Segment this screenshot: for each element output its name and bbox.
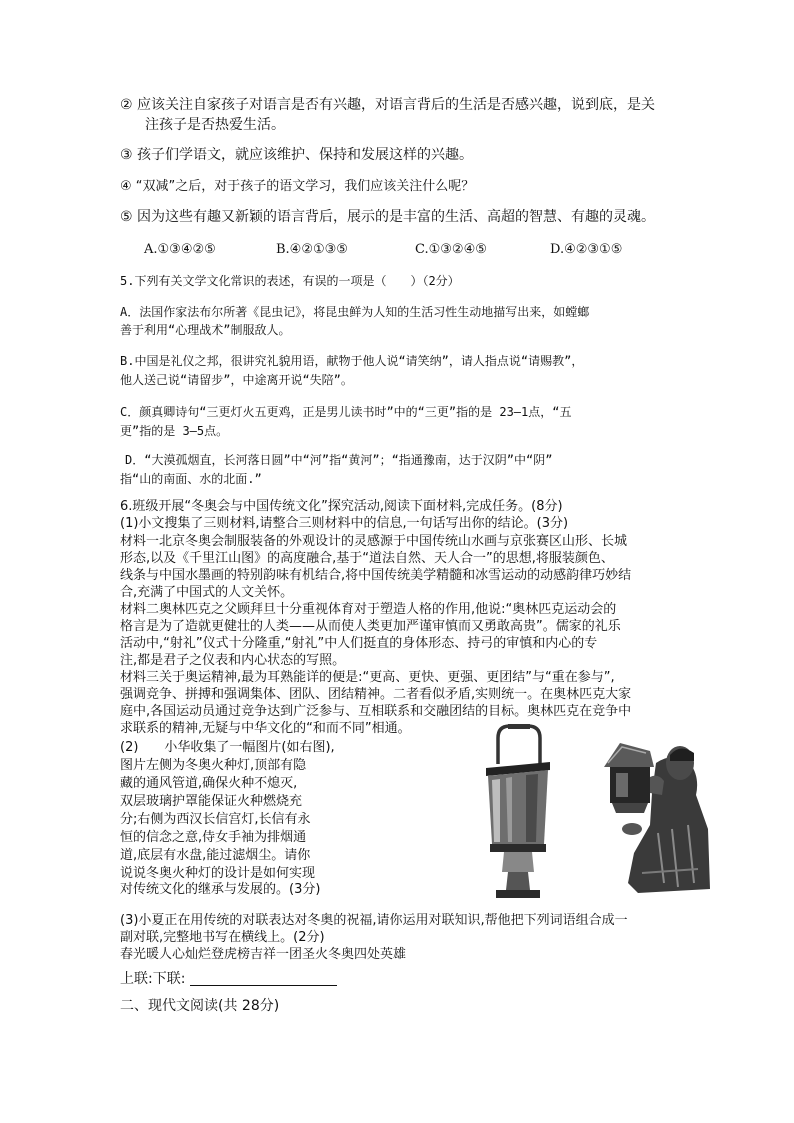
- q6-part3-line2: 副对联,完整地书写在横线上。(2分): [120, 930, 325, 945]
- q6-material3-line4: 求联系的精神,无疑与中华文化的“和而不同”相通。: [120, 721, 411, 736]
- q6-material1-line2: 形态,以及《千里江山图》的高度融合,基于“道法自然、天人合一”的思想,将服装颜色、: [120, 551, 614, 566]
- q6-part2-line5: 分;右侧为西汉长信宫灯,长信有永: [120, 812, 311, 827]
- q6-part3-line1: (3)小夏正在用传统的对联表达对冬奥的祝福,请你运用对联知识,帮他把下列词语组合成一: [120, 913, 628, 928]
- winter-olympic-flame-lamp-image: [478, 722, 558, 902]
- q6-part2-line2: 图片左侧为冬奥火种灯,顶部有隐: [120, 758, 307, 773]
- q5-option-c-line2: 更”指的是 3—5点。: [120, 424, 229, 438]
- q5-option-a-line2: 善于利用“心理战术”制服敌人。: [120, 323, 291, 337]
- q6-part2-line7: 道,底层有水盘,能过滤烟尘。请你: [120, 848, 311, 863]
- q6-material3-line1: 材料三关于奥运精神,最为耳熟能详的便是:“更高、更快、更强、更团结”与“重在参与”,: [120, 670, 615, 685]
- q6-part2-line3: 藏的通风管道,确保火种不熄灭,: [120, 776, 298, 791]
- q6-material2-line2: 格言是为了造就更健壮的人类——从而使人类更加严谨审慎而又勇敢高贵”。儒家的礼乐: [120, 619, 621, 634]
- q6-part2-line6: 恒的信念之意,侍女手袖为排烟通: [120, 830, 307, 845]
- q4-option-a: A.①③④②⑤: [144, 242, 216, 257]
- q6-stem: 6.班级开展“冬奥会与中国传统文化”探究活动,阅读下面材料,完成任务。(8分): [120, 499, 563, 514]
- q4-sentence-3: ③ 孩子们学语文，就应该维护、保持和发展这样的兴趣。: [120, 147, 473, 163]
- changxin-palace-lamp-image: [598, 733, 714, 901]
- q5-option-b-line2: 他人送己说“请留步”，中途离开说“失陪”。: [120, 373, 353, 387]
- q6-part3-words: 春光暖人心灿烂登虎榜吉祥一团圣火冬奥四处英雄: [120, 947, 407, 962]
- q4-sentence-2-line1: ② 应该关注自家孩子对语言是否有兴趣，对语言背后的生活是否感兴趣，说到底，是关: [120, 97, 655, 113]
- q6-material3-line3: 庭中,各国运动员通过竞争达到广泛参与、互相联系和交融团结的目标。奥林匹克在竞争中: [120, 704, 632, 719]
- q6-part2-line8: 说说冬奥火种灯的设计是如何实现: [120, 866, 316, 881]
- couplet-answer-line[interactable]: [190, 985, 337, 986]
- q5-stem: 5.下列有关文学文化常识的表述，有误的一项是（ ）（2分）: [120, 274, 460, 288]
- q6-material2-line4: 注,都是君子之仪表和内心状态的写照。: [120, 653, 346, 668]
- q6-material1-line4: 合,充满了中国式的人文关怀。: [120, 585, 294, 600]
- q6-part2-line9: 对传统文化的继承与发展的。(3分): [120, 882, 321, 897]
- q6-material2-line1: 材料二奥林匹克之父顾拜旦十分重视体育对于塑造人格的作用,他说:“奥林匹克运动会的: [120, 602, 617, 617]
- couplet-answer-label: 上联:下联:: [120, 971, 186, 987]
- section2-title: 二、现代文阅读(共 28分): [120, 998, 280, 1014]
- q6-part2-line1: (2) 小华收集了一幅图片(如右图),: [120, 740, 335, 755]
- q4-sentence-4: ④ “双减”之后，对于孩子的语文学习，我们应该关注什么呢？: [120, 179, 475, 194]
- q5-option-d-line2: 指“山的南面、水的北面.”: [120, 472, 262, 486]
- q4-options: [0, 241, 794, 259]
- q4-option-b: B.④②①③⑤: [276, 242, 348, 257]
- q6-part2-line4: 双层玻璃护罩能保证火种燃烧充: [120, 794, 303, 809]
- q5-option-b-line1: B.中国是礼仪之邦，很讲究礼貌用语，献物于他人说“请笑纳”，请人指点说“请赐教”，: [120, 354, 584, 368]
- q4-option-c: C.①③②④⑤: [415, 242, 487, 257]
- q6-part1: (1)小文搜集了三则材料,请整合三则材料中的信息,一句话写出你的结论。(3分): [120, 516, 569, 531]
- q6-material1-line1: 材料一北京冬奥会制服装备的外观设计的灵感源于中国传统山水画与京张赛区山形、长城: [120, 534, 628, 549]
- q4-sentence-2-line2: 注孩子是否热爱生活。: [145, 117, 285, 133]
- q6-material3-line2: 强调竞争、拼搏和强调集体、团队、团结精神。二者看似矛盾,实则统一。在奥林匹克大家: [120, 687, 632, 702]
- q4-option-d: D.④②③①⑤: [550, 242, 623, 257]
- q6-material2-line3: 活动中,“射礼”仪式十分隆重,“射礼”中人们挺直的身体形态、持弓的审慎和内心的专: [120, 636, 598, 651]
- q5-option-d-line1: D．“大漠孤烟直，长河落日圆”中“河”指“黄河”；“指通豫南，达于汉阴”中“阴”: [125, 453, 553, 467]
- q6-material1-line3: 线条与中国水墨画的特别韵味有机结合,将中国传统美学精髓和冰雪运动的动感韵律巧妙结: [120, 568, 632, 583]
- q4-sentence-5: ⑤ 因为这些有趣又新颖的语言背后，展示的是丰富的生活、高超的智慧、有趣的灵魂。: [120, 209, 655, 225]
- q5-option-c-line1: C．颜真卿诗句“三更灯火五更鸡，正是男儿读书时”中的“三更”指的是 23—1点，“五: [120, 405, 572, 419]
- q5-option-a-line1: A．法国作家法布尔所著《昆虫记》，将昆虫鲜为人知的生活习性生动地描写出来，如螳螂: [120, 305, 590, 319]
